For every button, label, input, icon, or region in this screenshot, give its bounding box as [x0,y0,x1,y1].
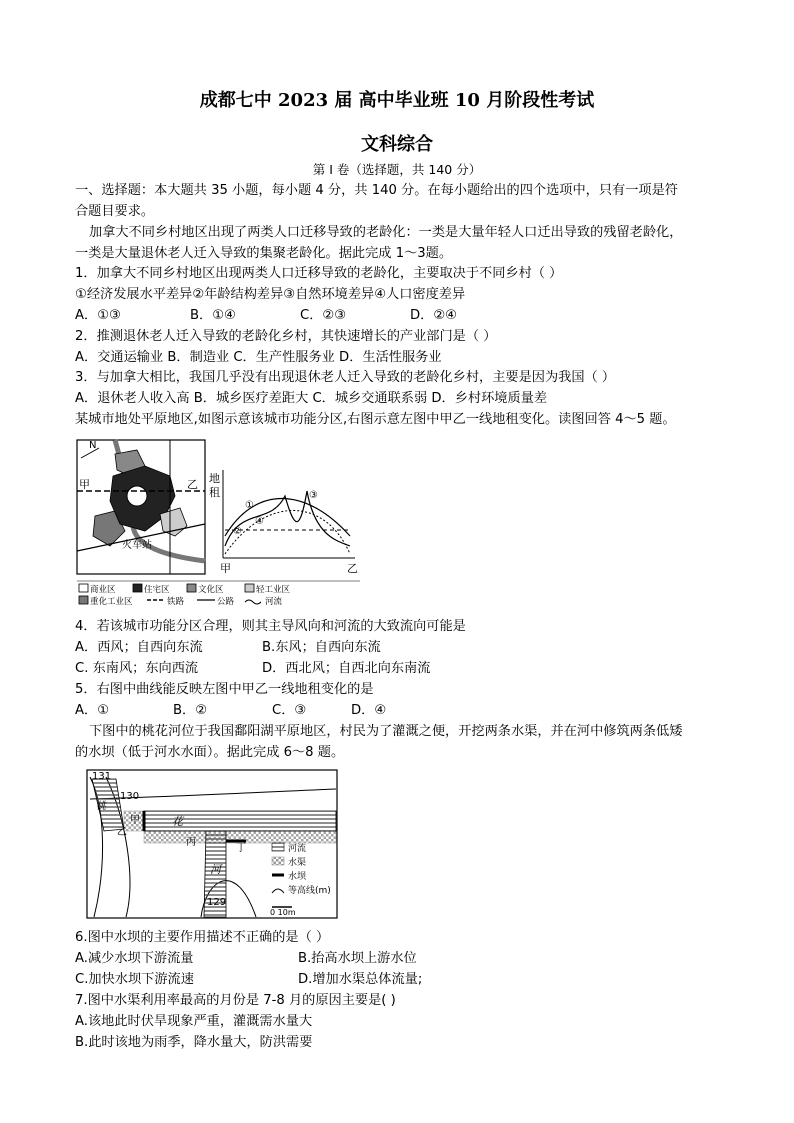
scale-label: 0 10m [270,908,296,917]
q5-option-b: B．② [173,703,208,718]
q3-stem: 3．与加拿大相比，我国几乎没有出现退休老人迁入导致的老龄化乡村，主要是因为我国（ ） [75,370,616,385]
instructions-line-2: 合题目要求。 [75,204,155,219]
rent-x-start: 甲 [220,562,231,575]
legend-commercial: 商业区 [90,585,116,595]
q1-option-c: C．②③ [300,308,347,323]
q6-option-b: B.抬高水坝上游水位 [298,951,417,966]
q4-option-b: B.东风；自西向东流 [262,640,381,655]
passage3-line-2: 的水坝（低于河水水面）。据此完成 6～8 题。 [75,745,345,760]
q1-stem: 1．加拿大不同乡村地区出现两类人口迁移导致的老龄化，主要取决于不同乡村（ ） [75,266,563,281]
q5-option-c: C．③ [272,703,307,718]
q4-option-c: C. 东南风；东向西流 [75,661,199,676]
legend-contour: 等高线(m) [288,886,331,896]
q4-stem: 4．若该城市功能分区合理，则其主导风向和河流的大致流向可能是 [75,619,466,634]
contour-label-129: 129 [207,897,227,908]
exam-subtitle: 文科综合 [361,134,433,155]
city-zoning-figure [75,436,365,608]
q1-items: ①经济发展水平差异②年龄结构差异③自然环境差异④人口密度差异 [75,287,466,302]
legend-canal: 水渠 [288,858,307,868]
station-label: 火车站 [122,540,152,551]
legend-culture: 文化区 [198,585,224,595]
label-hua: 花 [172,815,183,828]
passage1-line-2: 一类是大量退休老人迁入导致的集聚老龄化。据此完成 1～3题。 [75,246,453,261]
rent-x-end: 乙 [347,562,358,575]
label-he: 河 [210,863,221,876]
map-label-jia: 甲 [79,478,90,491]
legend-river: 河流 [288,844,307,854]
q7-option-a: A.该地此时伏旱现象严重，灌溉需水量大 [75,1014,313,1029]
contour-label-130: 130 [120,791,140,802]
label-jia: 甲 [130,815,140,826]
q4-option-a: A．西风；自西向东流 [75,640,203,655]
q7-option-b: B.此时该地为雨季，降水量大，防洪需要 [75,1035,313,1050]
passage2: 某城市地处平原地区,如图示意该城市功能分区,右图示意左图中甲乙一线地租变化。读图回答 4～5 题。 [75,412,676,427]
instructions-line-1: 一、选择题：本大题共 35 小题，每小题 4 分，共 140 分。在每小题给出的四个选项中，只有一项是符 [75,183,678,198]
q1-option-d: D．②④ [410,308,457,323]
q1-option-a: A．①③ [75,308,121,323]
legend-river: 河流 [265,597,283,607]
legend-dam: 水坝 [288,872,307,882]
q2-options: A．交通运输业 B．制造业 C．生产性服务业 D．生活性服务业 [75,350,442,365]
label-ding: 丁 [236,843,246,854]
map-label-yi: 乙 [187,478,198,491]
q6-option-a: A.减少水坝下游流量 [75,951,194,966]
label-tao: 桃 [96,801,106,812]
taohua-river-figure [86,769,338,921]
exam-title: 成都七中 2023 届 高中毕业班 10 月阶段性考试 [199,90,595,111]
contour-label-131: 131 [92,771,112,782]
legend-railway: 铁路 [167,597,185,607]
north-label: N [89,440,97,451]
q3-options: A．退休老人收入高 B．城乡医疗差距大 C．城乡交通联系弱 D．乡村环境质量差 [75,391,548,406]
passage3-line-1: 下图中的桃花河位于我国鄱阳湖平原地区，村民为了灌溉之便，开挖两条水渠，并在河中修筑两条低矮 [89,724,683,739]
rent-curve-4 [225,511,350,555]
label-yi: 乙 [117,827,127,838]
rent-ylabel-2: 租 [209,486,220,499]
rent-ylabel-1: 地 [209,472,220,485]
passage1-line-1: 加拿大不同乡村地区出现了两类人口迁移导致的老龄化：一类是大量年轻人口迁出导致的残留老龄化， [89,225,683,240]
q4-option-d: D．西北风；自西北向东南流 [262,661,431,676]
curve-label-2: ② [233,526,242,537]
curve-label-1: ① [245,500,254,511]
label-bing: 丙 [186,837,196,848]
q2-stem: 2．推测退休老人迁入导致的老龄化乡村，其快速增长的产业部门是（ ） [75,329,497,344]
legend-light-industry: 轻工业区 [256,585,291,595]
q5-option-a: A．① [75,703,110,718]
curve-label-4: ④ [255,516,264,527]
legend-highway: 公路 [217,597,235,607]
curve-label-3: ③ [309,490,318,501]
q5-stem: 5．右图中曲线能反映左图中甲乙一线地租变化的是 [75,682,374,697]
q7-stem: 7.图中水渠利用率最高的月份是 7-8 月的原因主要是( ) [75,993,396,1008]
q5-option-d: D．④ [351,703,387,718]
q1-option-b: B．①④ [190,308,236,323]
legend-heavy-industry: 重化工业区 [90,597,133,607]
q6-option-c: C.加快水坝下游流速 [75,972,194,987]
q6-stem: 6.图中水坝的主要作用描述不正确的是（ ） [75,930,330,945]
section-heading: 第 I 卷（选择题，共 140 分） [312,162,482,177]
commercial-zone [127,486,147,506]
legend-residential: 住宅区 [144,585,170,595]
q6-option-d: D.增加水渠总体流量; [298,972,423,987]
